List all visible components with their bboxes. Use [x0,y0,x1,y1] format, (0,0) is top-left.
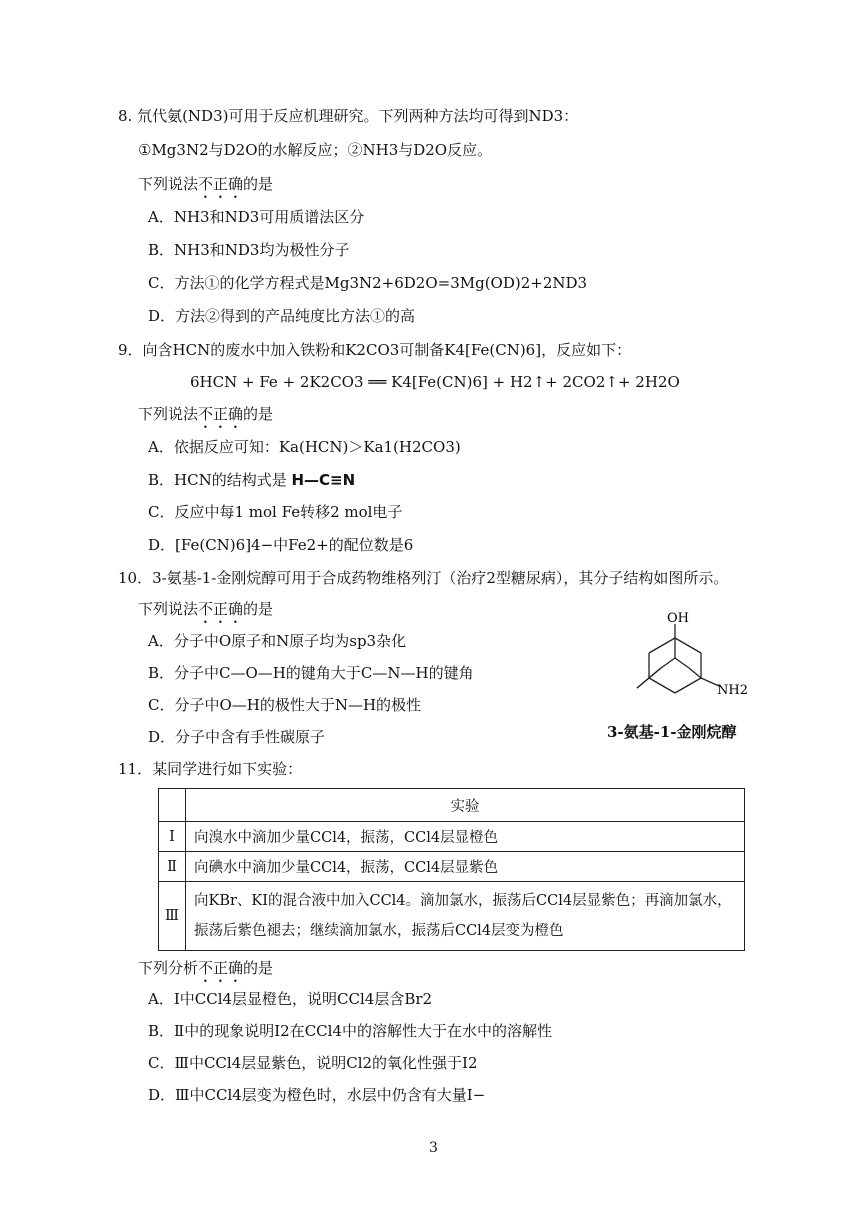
q10-option-d: D．分子中含有手性碳原子 [148,728,326,746]
q8-ask-emph: 不正确 [198,175,244,193]
q10-ask-suffix: 的是 [243,600,274,618]
q9-ask-emph: 不正确 [198,405,244,423]
table-row [159,822,745,852]
structure-oh-label: OH [667,611,689,626]
q10-ask-emph: 不正确 [198,600,244,618]
q8-option-d: D．方法②得到的产品纯度比方法①的高 [148,307,416,325]
q11-option-d: D．Ⅲ中CCl4层变为橙色时，水层中仍含有大量I− [148,1086,486,1104]
q9-ask [138,404,273,432]
q10-option-c: C．分子中O—H的极性大于N—H的极性 [148,696,422,714]
table-row [159,852,745,882]
q8-option-c: C．方法①的化学方程式是Mg3N2+6D2O=3Mg(OD)2+2ND3 [148,274,588,292]
q9-option-c: C．反应中每1 mol Fe转移2 mol电子 [148,503,403,521]
q11-ask-suffix: 的是 [243,959,274,977]
q8-option-b: B．NH3和ND3均为极性分子 [148,241,350,259]
q11-option-a: A．Ⅰ中CCl4层显橙色，说明CCl4层含Br2 [148,990,433,1008]
page-number: 3 [429,1140,438,1156]
molecule-structure [625,606,755,716]
q10-ask-prefix: 下列说法 [138,600,199,618]
structure-caption: 3-氨基-1-金刚烷醇 [607,723,737,741]
row-text: 向溴水中滴加少量CCl4，振荡，CCl4层显橙色 [186,822,745,852]
q9-option-a: A．依据反应可知：Ka(HCN)＞Ka1(H2CO3) [148,438,461,456]
q11-stem: 11．某同学进行如下实验： [118,760,303,778]
q11-ask-emph: 不正确 [198,959,244,977]
row-index: Ⅱ [159,852,186,882]
q9-ask-suffix: 的是 [243,405,274,423]
row-index: Ⅰ [159,822,186,852]
table-header-row [159,789,745,822]
q11-ask-prefix: 下列分析 [138,959,199,977]
q9-stem: 9．向含HCN的废水中加入铁粉和K2CO3可制备K4[Fe(CN)6]，反应如下： [118,341,632,359]
hcn-structural-formula: H—C≡N [291,471,356,489]
q9-option-b [148,470,355,490]
structure-nh2-label: NH2 [717,683,748,698]
q11-option-c: C．Ⅲ中CCl4层显紫色，说明Cl2的氧化性强于I2 [148,1054,478,1072]
q11-ask [138,958,273,986]
q8-methods: ①Mg3N2与D2O的水解反应；②NH3与D2O反应。 [138,141,493,159]
table-row [159,882,745,951]
table-header-blank [159,789,186,822]
q8-stem: 8. 氘代氨(ND3)可用于反应机理研究。下列两种方法均可得到ND3： [118,107,579,125]
q8-option-a: A．NH3和ND3可用质谱法区分 [148,208,365,226]
q10-option-b: B．分子中C—O—H的键角大于C—N—H的键角 [148,664,474,682]
q10-option-a: A．分子中O原子和N原子均为sp3杂化 [148,632,407,650]
q9-equation: 6HCN + Fe + 2K2CO3 ══ K4[Fe(CN)6] + H2↑+ 2CO2↑+ 2H2O [190,373,680,391]
q8-ask-prefix: 下列说法 [138,175,199,193]
q8-ask [138,174,273,202]
row-text: 向KBr、KI的混合液中加入CCl4。滴加氯水，振荡后CCl4层显紫色；再滴加氯水，振荡后紫色褪去；继续滴加氯水，振荡后CCl4层变为橙色 [186,882,745,951]
adamantane-skeleton [637,624,719,693]
q9-option-b-text: B．HCN的结构式是 [148,471,287,489]
row-index: Ⅲ [159,882,186,951]
row-text: 向碘水中滴加少量CCl4，振荡，CCl4层显紫色 [186,852,745,882]
experiment-table [158,788,745,951]
table-header-cell: 实验 [186,789,745,822]
q11-option-b: B．Ⅱ中的现象说明I2在CCl4中的溶解性大于在水中的溶解性 [148,1022,552,1040]
q10-ask [138,599,273,627]
q8-ask-suffix: 的是 [243,175,274,193]
q9-option-d: D．[Fe(CN)6]4−中Fe2+的配位数是6 [148,536,414,554]
q9-ask-prefix: 下列说法 [138,405,199,423]
q10-stem: 10．3-氨基-1-金刚烷醇可用于合成药物维格列汀（治疗2型糖尿病），其分子结构如图所示。 [118,569,729,587]
